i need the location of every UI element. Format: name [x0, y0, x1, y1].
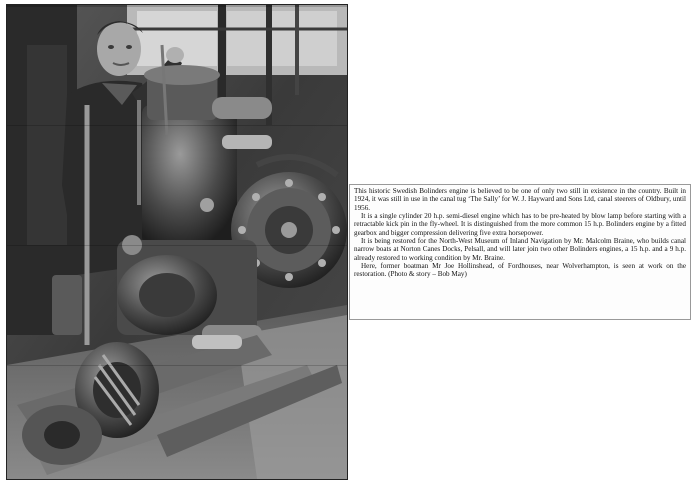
engine-restoration-photo	[6, 4, 348, 480]
caption-paragraph-1: This historic Swedish Bolinders engine is believed to be one of only two still in existence in the country. Built in 1924, it was still in use in the canal tug ‘The Sally’ for W. J. Hayward and Sons Ltd, canal steerers of Oldbury, until 1956.	[354, 187, 686, 212]
caption-paragraph-2: It is a single cylinder 20 h.p. semi-diesel engine which has to be pre-heated by blow lamp before starting with a retractable kick pin in the fly-wheel. It is distinguished from the more common 15 h.p. Bolinders engine by a fitted gearbox and bigger compression delivering five extra horsepower.	[354, 212, 686, 237]
caption-paragraph-4: Here, former boatman Mr Joe Hollinshead, of Fordhouses, near Wolverhampton, is seen at work on the restoration. (Photo & story – Bob May)	[354, 262, 686, 279]
caption-paragraph-3: It is being restored for the North-West Museum of Inland Navigation by Mr. Malcolm Braine, who builds canal narrow boats at Norton Canes Docks, Pelsall, and will later join two other Bolinders engines, a 15 h.p. and a 9 h.p. already restored to working condition by Mr. Braine.	[354, 237, 686, 262]
article-caption	[349, 184, 691, 320]
